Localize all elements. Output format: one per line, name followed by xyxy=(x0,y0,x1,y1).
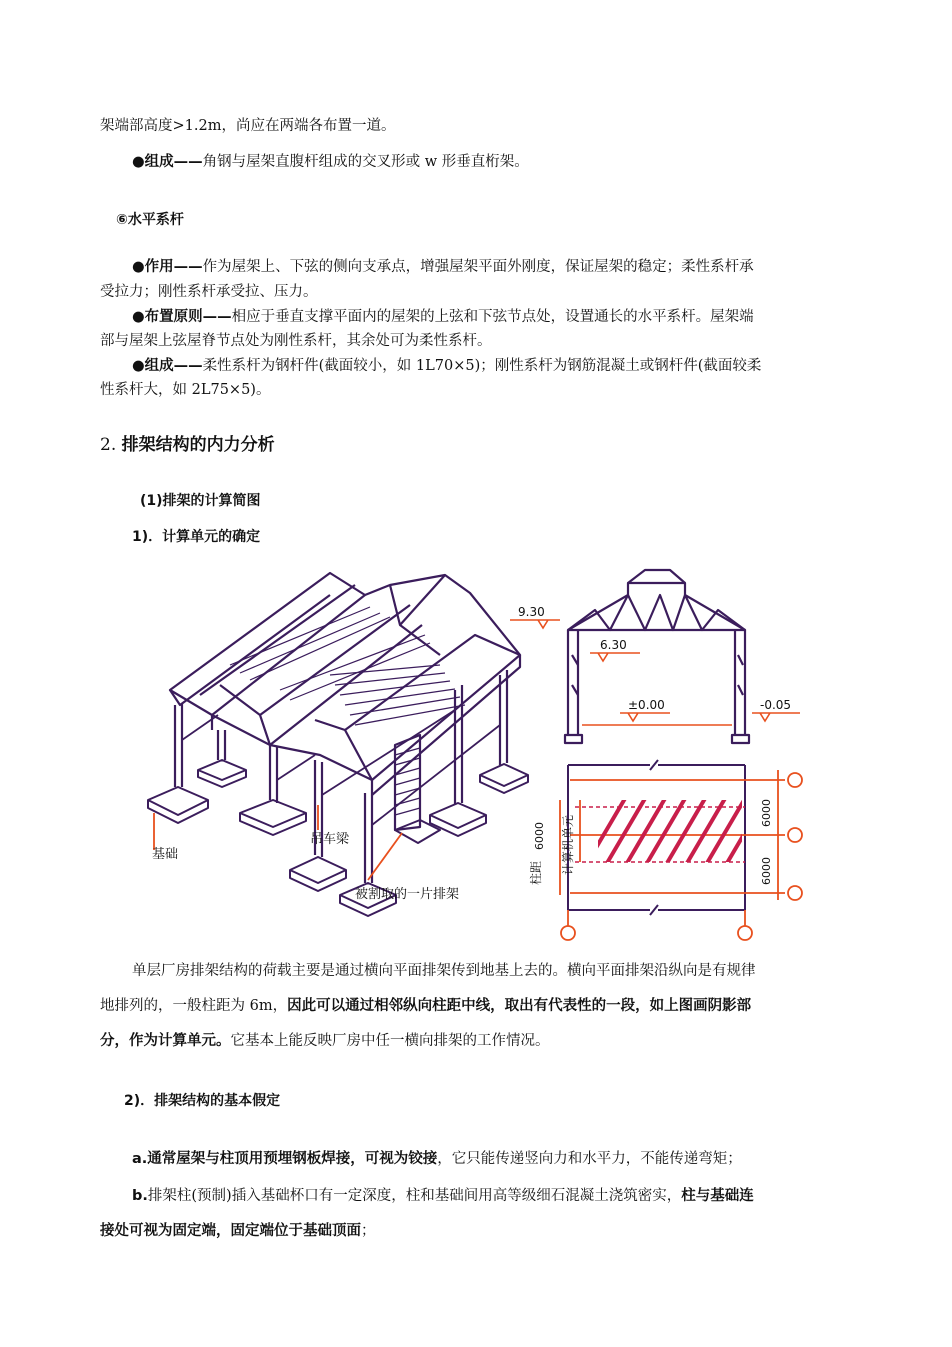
paragraph-line: 受拉力；刚性系杆承受拉、压力。 xyxy=(100,284,318,300)
subheading-assumptions: 2)．排架结构的基本假定 xyxy=(124,1093,281,1109)
paragraph-layout-principle: ●布置原则——相应于垂直支撑平面内的屋架的上弦和下弦节点处，设置通长的水平系杆。屋架端 xyxy=(132,309,754,325)
paragraph-line: 分，作为计算单元。它基本上能反映厂房中任一横向排架的工作情况。 xyxy=(100,1033,550,1049)
elevation-930: 9.30 xyxy=(518,605,545,619)
assumption-b: b.排架柱(预制)插入基础杯口有一定深度，柱和基础间用高等级细石混凝土浇筑密实，柱与基础连 xyxy=(132,1188,754,1204)
label-cut-frame: 被割取的一片排架 xyxy=(355,887,460,902)
label-calc-unit: 计算机单元 xyxy=(561,814,575,875)
subheading-calc-diagram: (1)排架的计算简图 xyxy=(140,493,261,509)
label-foundation: 基础 xyxy=(152,847,179,862)
paragraph-composition-2: ●组成——柔性系杆为钢杆件(截面较小，如 1L70×5)；刚性系杆为钢筋混凝土或钢杆件(截面较柔 xyxy=(132,358,762,374)
heading-horizontal-tie: ⑥水平系杆 xyxy=(116,212,184,228)
isometric-factory-drawing xyxy=(148,573,528,916)
dim-6000-right-top: 6000 xyxy=(760,799,773,827)
paragraph-line: 地排列的，一般柱距为 6m，因此可以通过相邻纵向柱距中线，取出有代表性的一段，如上图画阴影部 xyxy=(100,998,752,1014)
dim-6000-right-bottom: 6000 xyxy=(760,857,773,885)
paragraph-line: 部与屋架上弦屋脊节点处为刚性系杆，其余处可为柔性系杆。 xyxy=(100,333,492,349)
dim-6000-left: 6000 xyxy=(533,822,546,850)
section-heading: 2. 排架结构的内力分析 xyxy=(100,435,275,455)
subheading-calc-unit: 1)．计算单元的确定 xyxy=(132,529,261,545)
elevation-630: 6.30 xyxy=(600,638,627,652)
frame-structure-figure xyxy=(140,565,820,945)
paragraph-line: 接处可视为固定端，固定端位于基础顶面； xyxy=(100,1223,376,1239)
paragraph-line: 架端部高度>1.2m，尚应在两端各布置一道。 xyxy=(100,118,396,134)
elevation-005: -0.05 xyxy=(760,698,792,712)
label-column-spacing: 柱距 xyxy=(529,860,543,885)
paragraph-composition: ●组成——角钢与屋架直腹杆组成的交叉形或 w 形垂直桁架。 xyxy=(132,154,529,170)
paragraph-function: ●作用——作为屋架上、下弦的侧向支承点，增强屋架平面外刚度，保证屋架的稳定；柔性系杆承 xyxy=(132,259,754,275)
elevation-000: ±0.00 xyxy=(628,698,665,712)
assumption-a: a.通常屋架与柱顶用预埋钢板焊接，可视为铰接，它只能传递竖向力和水平力，不能传递弯矩； xyxy=(132,1151,742,1167)
label-crane-beam: 吊车梁 xyxy=(310,832,350,847)
paragraph-line: 性系杆大，如 2L75×5)。 xyxy=(100,382,271,398)
cross-section-drawing xyxy=(565,570,749,743)
paragraph-load-path: 单层厂房排架结构的荷载主要是通过横向平面排架传到地基上去的。横向平面排架沿纵向是有规律 xyxy=(132,963,756,979)
plan-view-drawing xyxy=(568,760,745,915)
